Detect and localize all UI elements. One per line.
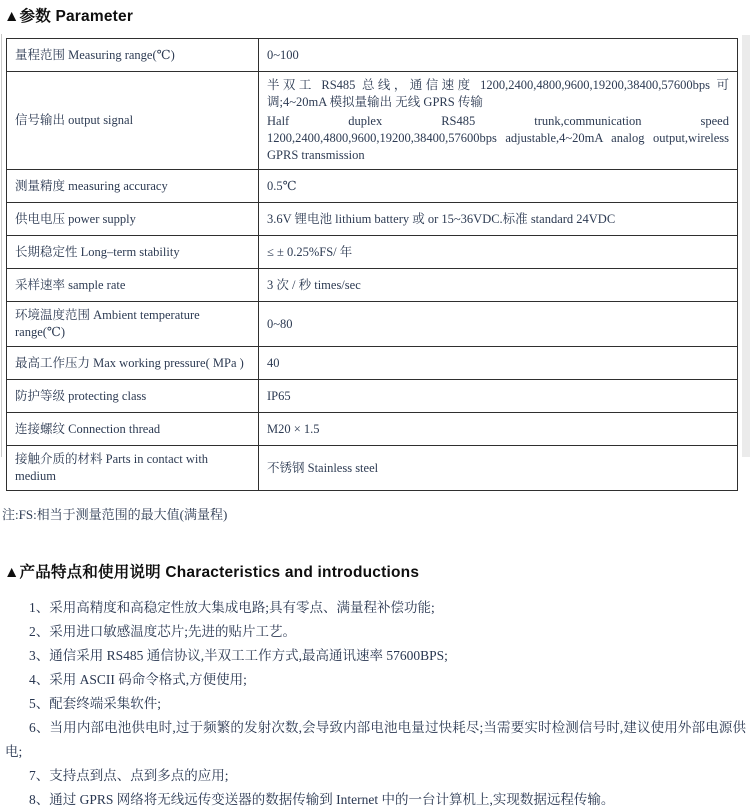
- table-row: [7, 72, 738, 170]
- param-value-measuring-range: 0~100: [259, 39, 738, 72]
- param-value-long-term-stability: ≤ ± 0.25%FS/ 年: [259, 236, 738, 269]
- characteristics-section-title: ▲产品特点和使用说明 Characteristics and introductions: [4, 564, 420, 581]
- table-row: [7, 302, 738, 347]
- table-row: [7, 446, 738, 491]
- param-value-protecting-class: IP65: [259, 380, 738, 413]
- parameter-table: [6, 38, 738, 491]
- characteristics-item-5: 5、配套终端采集软件;: [29, 696, 162, 711]
- param-value-output-signal: [259, 72, 738, 170]
- param-value-ambient-temperature: 0~80: [259, 302, 738, 347]
- output-signal-text-cn: 半双工 RS485 总线，通信速度 1200,2400,4800,9600,19200,38400,57600bps 可调;4~20mA 模拟量输出 无线 GPRS 传输: [267, 78, 729, 109]
- param-value-measuring-accuracy: 0.5℃: [259, 170, 738, 203]
- characteristics-list: [5, 596, 746, 812]
- table-row: [7, 203, 738, 236]
- output-signal-text-en: Half duplex RS485 trunk,communication speed 1200,2400,4800,9600,19200,38400,57600bps adjustable,4~20mA analog output,wireless GPRS transmission: [267, 114, 729, 162]
- param-label-sample-rate: 采样速率 sample rate: [7, 269, 259, 302]
- scan-edge-artifact-right: [742, 35, 750, 457]
- characteristics-item-8: 8、通过 GPRS 网络将无线远传变送器的数据传输到 Internet 中的一台计算机上,实现数据远程传输。: [29, 792, 615, 807]
- table-row: [7, 380, 738, 413]
- table-row: [7, 170, 738, 203]
- param-label-connection-thread: 连接螺纹 Connection thread: [7, 413, 259, 446]
- param-label-max-working-pressure: 最高工作压力 Max working pressure( MPa ): [7, 347, 259, 380]
- table-row: [7, 269, 738, 302]
- characteristics-item-2: 2、采用进口敏感温度芯片;先进的贴片工艺。: [29, 624, 297, 639]
- characteristics-item-7: 7、支持点到点、点到多点的应用;: [29, 768, 229, 783]
- param-value-power-supply: 3.6V 锂电池 lithium battery 或 or 15~36VDC.标准 standard 24VDC: [259, 203, 738, 236]
- param-label-measuring-range: 量程范围 Measuring range(℃): [7, 39, 259, 72]
- characteristics-item-6: 6、当用内部电池供电时,过于频繁的发射次数,会导致内部电池电量过快耗尽;当需要实时检测信号时,建议使用外部电源供电;: [5, 720, 746, 759]
- param-label-long-term-stability: 长期稳定性 Long–term stability: [7, 236, 259, 269]
- table-row: [7, 39, 738, 72]
- scan-edge-artifact-left: [1, 34, 2, 457]
- param-value-sample-rate: 3 次 / 秒 times/sec: [259, 269, 738, 302]
- param-label-protecting-class: 防护等级 protecting class: [7, 380, 259, 413]
- param-value-max-working-pressure: 40: [259, 347, 738, 380]
- param-label-contact-medium-material: 接触介质的材料 Parts in contact with medium: [7, 446, 259, 491]
- param-label-power-supply: 供电电压 power supply: [7, 203, 259, 236]
- param-value-connection-thread: M20 × 1.5: [259, 413, 738, 446]
- table-row: [7, 236, 738, 269]
- param-label-output-signal: 信号输出 output signal: [7, 72, 259, 170]
- param-value-contact-medium-material: 不锈钢 Stainless steel: [259, 446, 738, 491]
- characteristics-item-3: 3、通信采用 RS485 通信协议,半双工工作方式,最高通讯速率 57600BPS;: [29, 648, 448, 663]
- fs-footnote: 注:FS:相当于测量范围的最大值(满量程): [2, 507, 228, 522]
- param-label-measuring-accuracy: 测量精度 measuring accuracy: [7, 170, 259, 203]
- characteristics-item-4: 4、采用 ASCII 码命令格式,方便使用;: [29, 672, 247, 687]
- table-row: [7, 347, 738, 380]
- parameter-section-title: ▲参数 Parameter: [4, 8, 134, 25]
- characteristics-item-1: 1、采用高精度和高稳定性放大集成电路;具有零点、满量程补偿功能;: [29, 600, 435, 615]
- table-row: [7, 413, 738, 446]
- param-label-ambient-temperature: 环境温度范围 Ambient temperature range(℃): [7, 302, 259, 347]
